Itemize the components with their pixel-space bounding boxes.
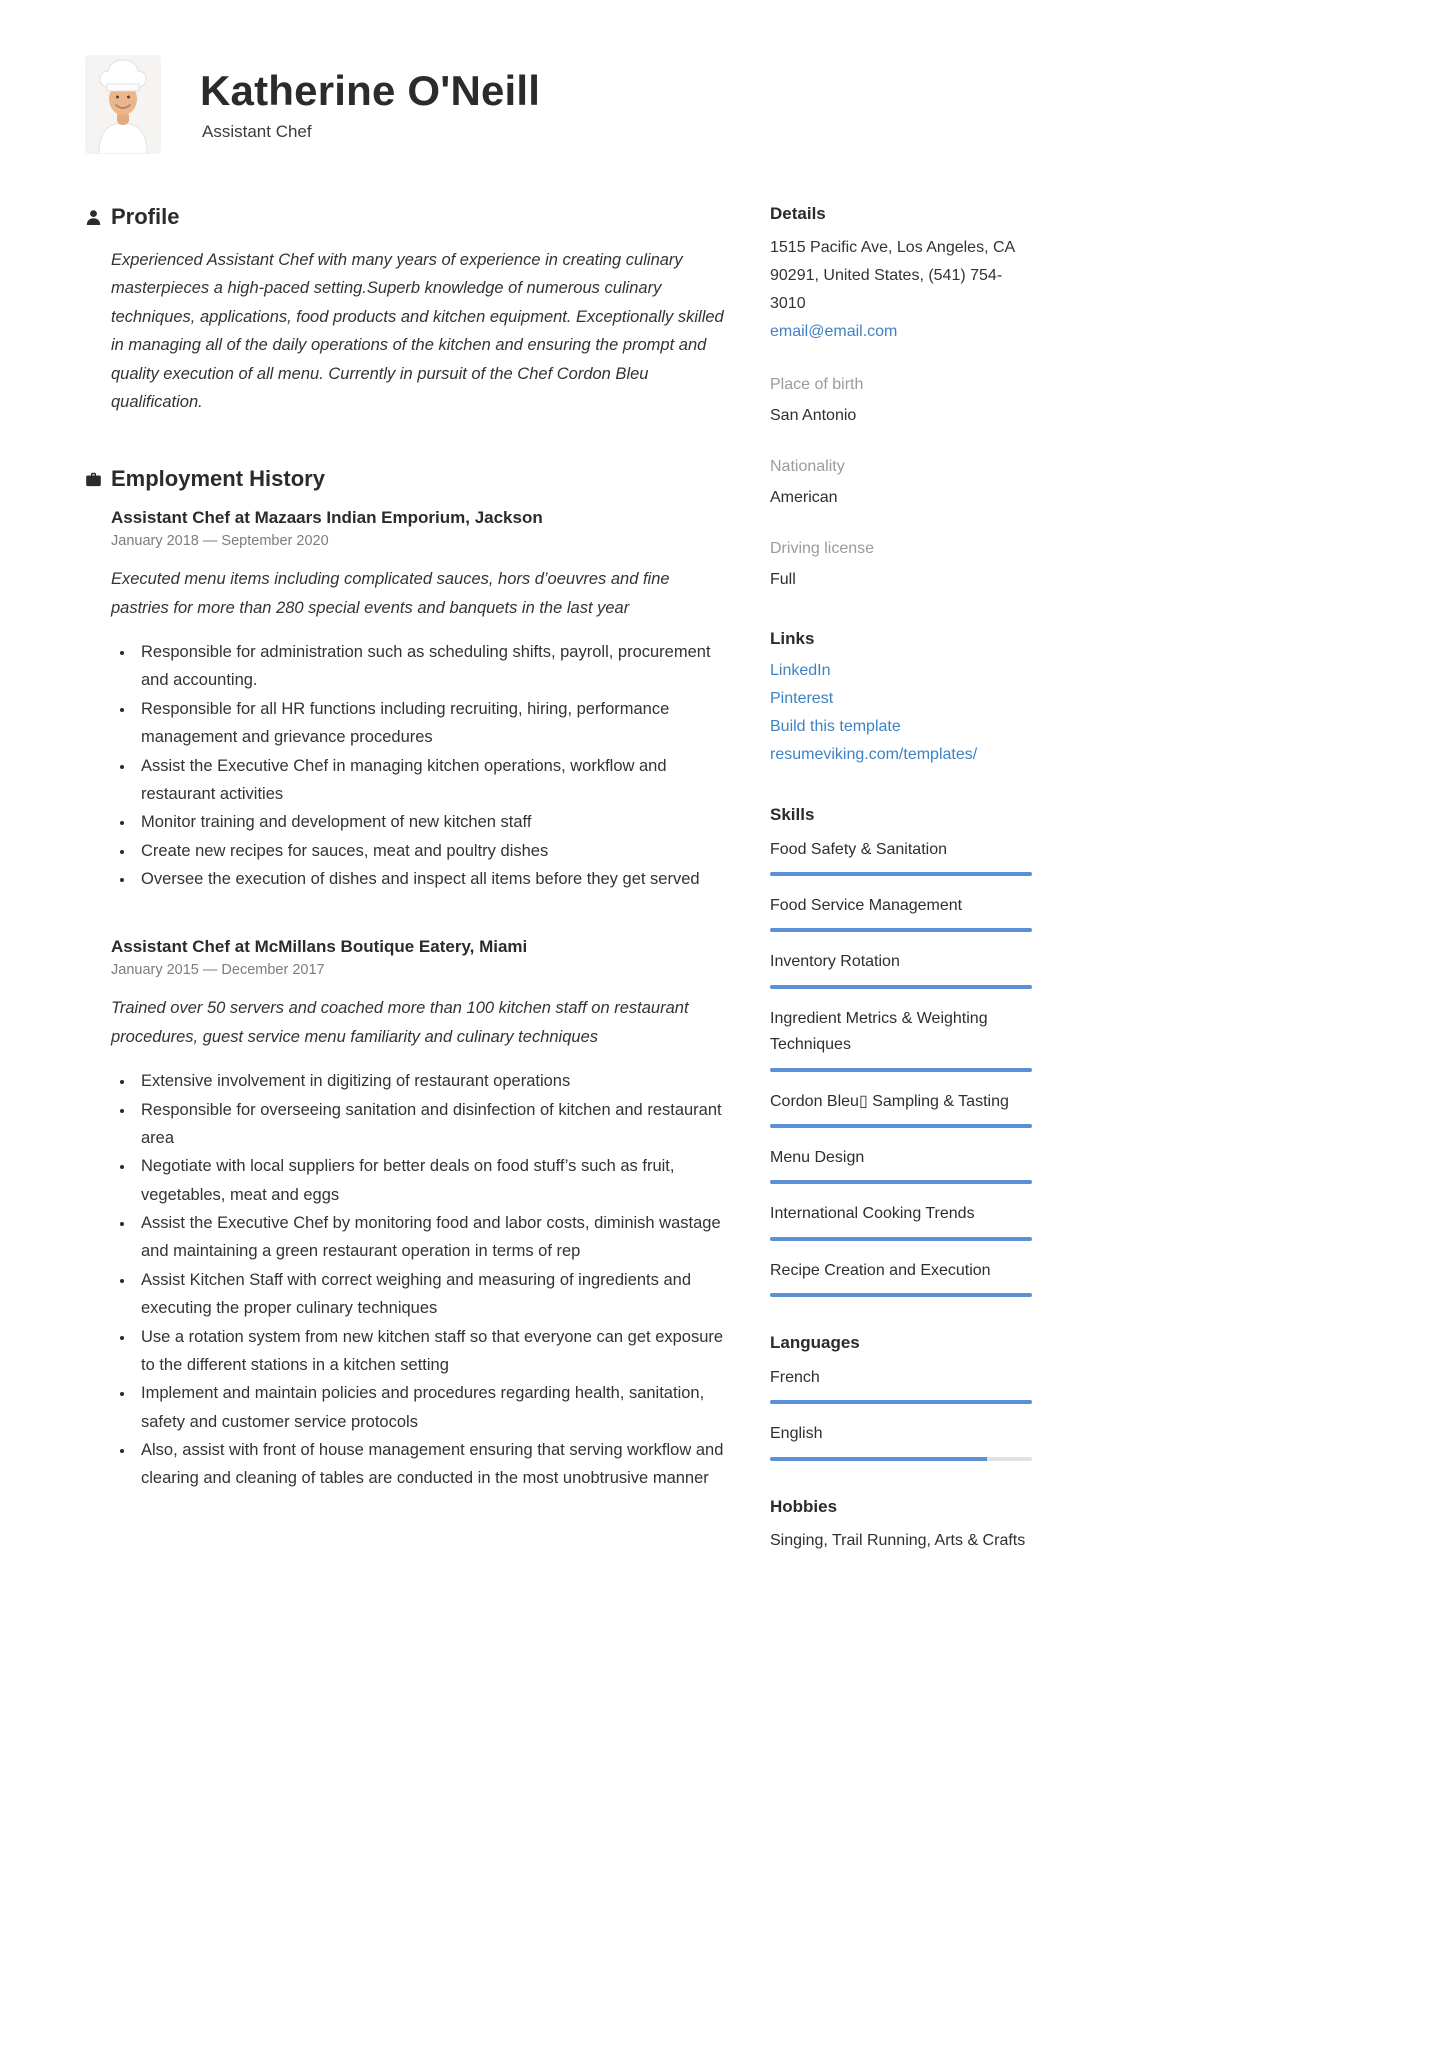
job-title: Assistant Chef at McMillans Boutique Eatery, Miami bbox=[111, 937, 528, 957]
field-value: Full bbox=[770, 570, 796, 588]
languages-heading: Languages bbox=[770, 1333, 860, 1353]
skill-item bbox=[770, 949, 1032, 988]
sidebar bbox=[770, 204, 1032, 1555]
address-text: 1515 Pacific Ave, Los Angeles, CA 90291, United States, (541) 754-3010 bbox=[770, 239, 1015, 312]
profile-text: Experienced Assistant Chef with many years of experience in creating culinary masterpieces a high-paced setting.Superb knowledge of numerous culinary techniques, applications, food products and kitchen equipment. Exceptionally skilled in managing all of the daily operations of the kitchen and ensuring the prompt and quality execution of all menu. Currently in pursuit of the Chef Cordon Bleu qualification. bbox=[111, 251, 724, 411]
job-dates: January 2018 — September 2020 bbox=[111, 533, 329, 550]
bullet-item: • Responsible for all HR functions including recruiting, hiring, performance management and grievance procedures bbox=[135, 695, 730, 752]
skill-item bbox=[770, 837, 1032, 876]
pinterest-link[interactable]: Pinterest bbox=[770, 689, 834, 707]
bullet-item: • Create new recipes for sauces, meat and poultry dishes bbox=[135, 837, 730, 865]
job-entry bbox=[111, 937, 730, 1492]
candidate-title: Assistant Chef bbox=[202, 122, 312, 141]
resumeviking-link[interactable]: resumeviking.com/templates/ bbox=[770, 745, 978, 763]
field-value: San Antonio bbox=[770, 406, 857, 424]
bullet-item: • Use a rotation system from new kitchen staff so that everyone can get exposure to the different stations in a kitchen setting bbox=[135, 1323, 730, 1380]
person-icon bbox=[85, 209, 102, 226]
profile-section-header bbox=[85, 204, 730, 230]
language-item bbox=[770, 1421, 1032, 1460]
job-dates: January 2015 — December 2017 bbox=[111, 962, 325, 979]
job-bullet-list bbox=[111, 638, 730, 893]
place-of-birth-field bbox=[770, 372, 1032, 428]
language-name: English bbox=[770, 1425, 823, 1443]
build-template-link[interactable]: Build this template bbox=[770, 717, 901, 735]
employment-heading: Employment History bbox=[111, 466, 325, 492]
bullet-item: • Implement and maintain policies and procedures regarding health, sanitation, safety and customer service protocols bbox=[135, 1379, 730, 1436]
skill-name: Inventory Rotation bbox=[770, 953, 900, 971]
skill-name: Recipe Creation and Execution bbox=[770, 1261, 991, 1279]
field-value: American bbox=[770, 488, 838, 506]
job-bullet-list bbox=[111, 1067, 730, 1493]
email-link[interactable]: email@email.com bbox=[770, 323, 898, 340]
field-label: Nationality bbox=[770, 458, 845, 476]
candidate-name: Katherine O'Neill bbox=[200, 67, 541, 114]
details-section bbox=[770, 204, 1032, 346]
skill-item bbox=[770, 1089, 1032, 1128]
profile-section bbox=[85, 204, 730, 416]
skill-item bbox=[770, 1145, 1032, 1184]
skill-name: Menu Design bbox=[770, 1148, 865, 1166]
skill-name: Food Service Management bbox=[770, 896, 963, 914]
profile-photo bbox=[85, 55, 161, 154]
skill-bar bbox=[770, 1293, 1032, 1297]
job-entry bbox=[111, 508, 730, 893]
bullet-item: • Oversee the execution of dishes and inspect all items before they get served bbox=[135, 865, 730, 893]
bullet-item: • Also, assist with front of house management ensuring that serving workflow and clearing and cleaning of tables are conducted in the most unobtrusive manner bbox=[135, 1436, 730, 1493]
driving-license-field bbox=[770, 536, 1032, 592]
resume-header bbox=[85, 55, 1448, 154]
field-label: Place of birth bbox=[770, 376, 864, 393]
skill-name: International Cooking Trends bbox=[770, 1205, 975, 1223]
languages-section bbox=[770, 1333, 1032, 1461]
hobbies-heading: Hobbies bbox=[770, 1496, 838, 1516]
main-column bbox=[85, 204, 730, 1493]
briefcase-icon bbox=[85, 471, 102, 488]
skill-name: Cordon Bleu▯ Sampling & Tasting bbox=[770, 1092, 1009, 1110]
language-bar bbox=[770, 1400, 1032, 1404]
nationality-field bbox=[770, 454, 1032, 510]
hobbies-section bbox=[770, 1497, 1032, 1555]
skill-bar bbox=[770, 928, 1032, 932]
skill-name: Ingredient Metrics & Weighting Techniques bbox=[770, 1009, 988, 1054]
hobbies-text: Singing, Trail Running, Arts & Crafts bbox=[770, 1531, 1026, 1549]
content-columns bbox=[85, 204, 1448, 1555]
skill-item bbox=[770, 1258, 1032, 1297]
skills-section bbox=[770, 805, 1032, 1298]
skill-bar bbox=[770, 985, 1032, 989]
skill-name: Food Safety & Sanitation bbox=[770, 840, 947, 858]
skill-item bbox=[770, 1006, 1032, 1072]
skill-bar bbox=[770, 1237, 1032, 1241]
profile-heading: Profile bbox=[111, 204, 180, 229]
skill-bar bbox=[770, 1180, 1032, 1184]
employment-section bbox=[85, 466, 730, 1493]
bullet-item: • Negotiate with local suppliers for better deals on food stuff’s such as fruit, vegetables, meat and eggs bbox=[135, 1152, 730, 1209]
chef-portrait-illustration bbox=[85, 55, 161, 154]
bullet-item: • Assist the Executive Chef by monitoring food and labor costs, diminish wastage and maintaining a green restaurant operation in terms of rep bbox=[135, 1209, 730, 1266]
language-name: French bbox=[770, 1369, 820, 1387]
details-heading: Details bbox=[770, 204, 826, 223]
linkedin-link[interactable]: LinkedIn bbox=[770, 661, 831, 679]
links-section bbox=[770, 629, 1032, 769]
skill-bar bbox=[770, 872, 1032, 876]
language-item bbox=[770, 1365, 1032, 1404]
job-title: Assistant Chef at Mazaars Indian Emporium, Jackson bbox=[111, 508, 543, 528]
bullet-item: • Monitor training and development of new kitchen staff bbox=[135, 808, 730, 836]
bullet-item: • Responsible for administration such as scheduling shifts, payroll, procurement and accounting. bbox=[135, 638, 730, 695]
skills-heading: Skills bbox=[770, 804, 815, 824]
skill-bar bbox=[770, 1124, 1032, 1128]
skill-bar bbox=[770, 1068, 1032, 1072]
employment-section-header bbox=[85, 466, 730, 492]
field-label: Driving license bbox=[770, 540, 875, 558]
skill-item bbox=[770, 893, 1032, 932]
job-summary: Trained over 50 servers and coached more than 100 kitchen staff on restaurant procedures, guest service menu familiarity and culinary techniques bbox=[111, 999, 689, 1046]
skill-item bbox=[770, 1201, 1032, 1240]
language-bar bbox=[770, 1457, 1032, 1461]
bullet-item: • Responsible for overseeing sanitation and disinfection of kitchen and restaurant area bbox=[135, 1096, 730, 1153]
links-heading: Links bbox=[770, 628, 815, 648]
bullet-item: • Assist the Executive Chef in managing kitchen operations, workflow and restaurant activities bbox=[135, 752, 730, 809]
job-summary: Executed menu items including complicated sauces, hors d’oeuvres and fine pastries for more than 280 special events and banquets in the last year bbox=[111, 570, 670, 617]
bullet-item: • Assist Kitchen Staff with correct weighing and measuring of ingredients and executing the proper culinary techniques bbox=[135, 1266, 730, 1323]
name-block bbox=[200, 55, 540, 142]
bullet-item: • Extensive involvement in digitizing of restaurant operations bbox=[135, 1067, 730, 1095]
